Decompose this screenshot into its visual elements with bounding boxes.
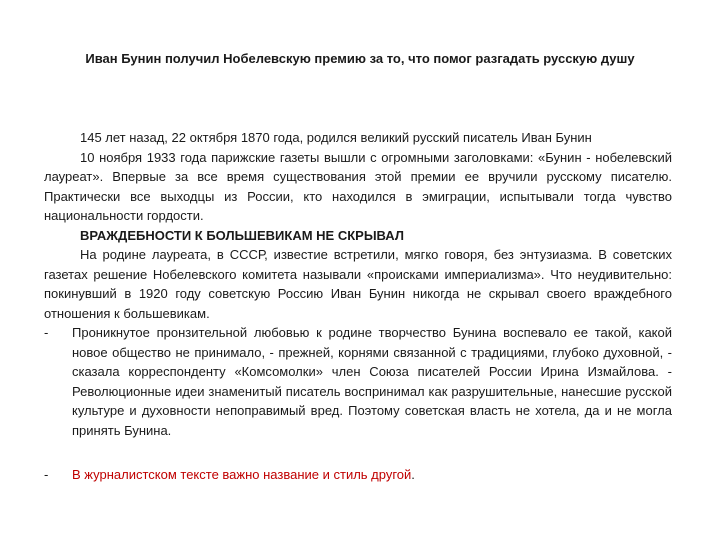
bullet-item-quote <box>44 323 672 440</box>
bullet-marker: - <box>44 325 49 340</box>
bullet-text-note: В журналистском тексте важно название и стиль другой <box>72 467 412 482</box>
document-body <box>44 128 672 485</box>
bullet-item-note <box>44 465 672 485</box>
bullet-text-note-wrap <box>72 465 672 485</box>
bullet-text-quote: Проникнутое пронзительной любовью к родине творчество Бунина воспевало ее такой, какой новое общество не принимало, - прежней, корнями связанной с традициями, глубоко духовной, - сказала корреспонденту «Комсомолки» член Союза писателей России Ирина Измайлова. - Революционные идеи знаменитый писатель воспринимал как разрушительные, нанесшие русской культуре и духовности непоправимый вред. Поэтому советская власть не хотела, да и не могла принять Бунина. <box>72 325 672 438</box>
page-title: Иван Бунин получил Нобелевскую премию за то, что помог разгадать русскую душу <box>85 51 635 66</box>
paragraph-intro: 145 лет назад, 22 октября 1870 года, родился великий русский писатель Иван Бунин <box>80 130 592 145</box>
bullet-marker: - <box>44 467 49 482</box>
paragraph-ussr-reaction: На родине лауреата, в СССР, известие встретили, мягко говоря, без энтузиазма. В советских газетах решение Нобелевского комитета называли «происками империализма». Что неудивительно: покинувший в 1920 году советскую Россию Иван Бунин никогда не скрывал своего враждебного отношения к большевикам. <box>44 247 672 321</box>
section-heading: ВРАЖДЕБНОСТИ К БОЛЬШЕВИКАМ НЕ СКРЫВАЛ <box>80 227 404 243</box>
paragraph-nobel-news: 10 ноября 1933 года парижские газеты вышли с огромными заголовками: «Бунин - нобелевский лауреат». Впервые за все время существования этой премии ее вручили русскому писателю. Практически все выходцы из России, кто находился в эмиграции, испытывали тогда чувство национальности гордости. <box>44 149 672 223</box>
spacer <box>44 440 672 465</box>
bullet-text-note-period: . <box>411 467 415 482</box>
